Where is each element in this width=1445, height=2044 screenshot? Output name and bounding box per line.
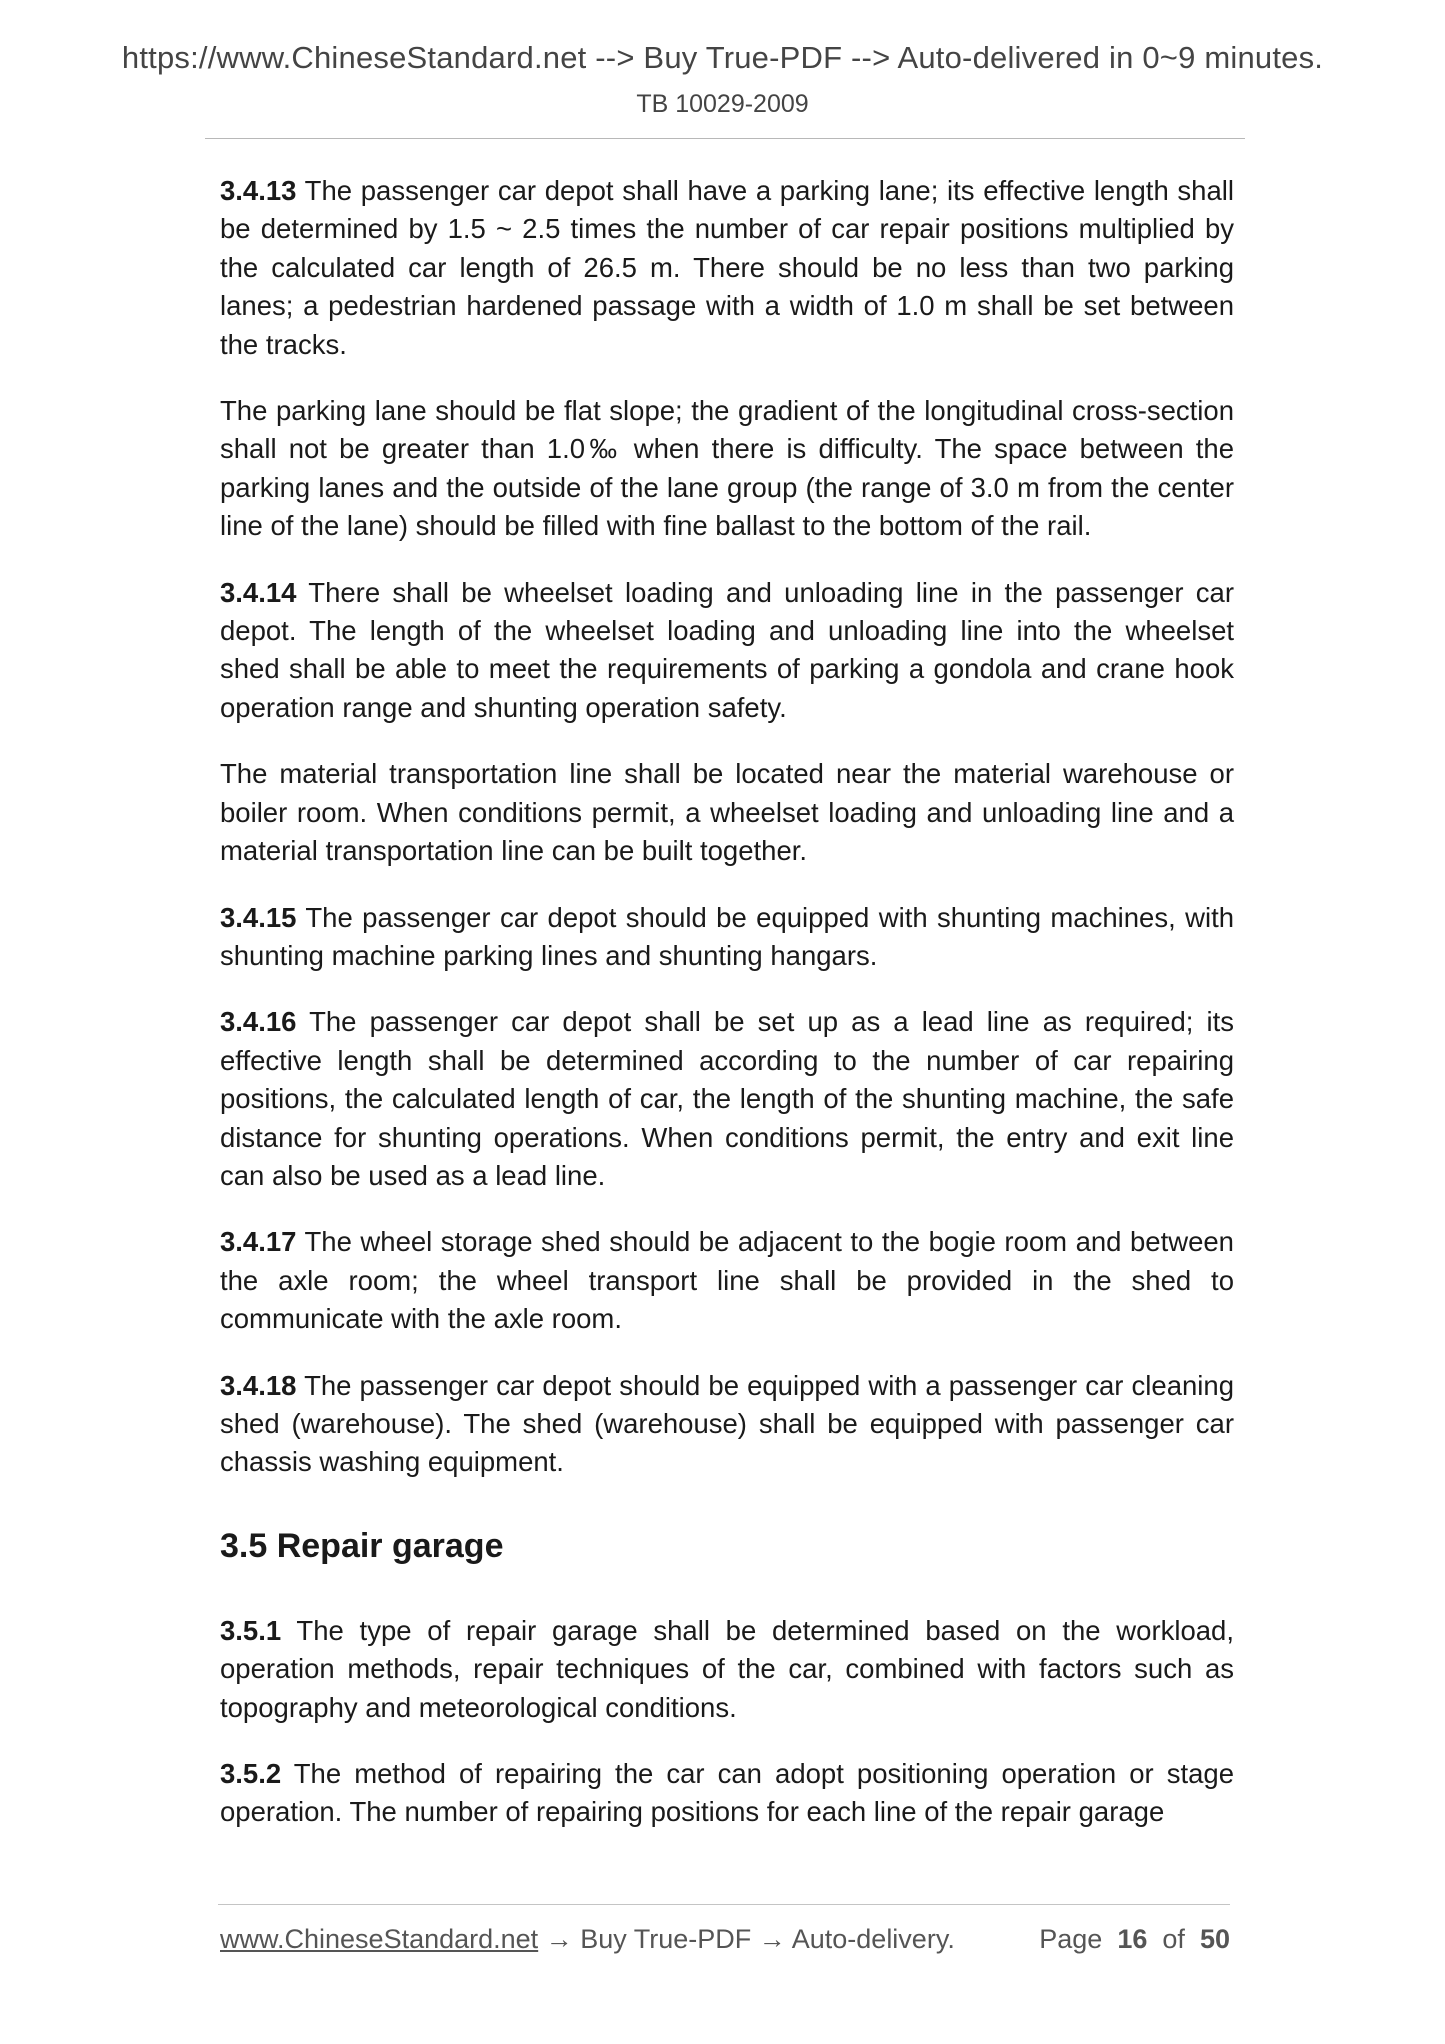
- page-indicator: [1039, 1924, 1230, 1955]
- clause-text: The method of repairing the car can adopt positioning operation or stage operation. The number of repairing positions for each line of the repair garage: [220, 1758, 1234, 1828]
- footer-site-link[interactable]: www.ChineseStandard.net: [220, 1924, 539, 1954]
- current-page: 16: [1117, 1924, 1148, 1954]
- section-heading: 3.5 Repair garage: [220, 1526, 504, 1565]
- header-divider: [205, 138, 1245, 139]
- footer-divider: [218, 1904, 1230, 1905]
- of-label: of: [1162, 1924, 1185, 1954]
- clause-3-5-2: [220, 1755, 1234, 1832]
- footer-suffix: → Buy True-PDF → Auto-delivery.: [538, 1924, 955, 1954]
- clause-number: 3.4.16: [220, 1006, 297, 1038]
- clause-text: There shall be wheelset loading and unloading line in the passenger car depot. The length of the wheelset loading and unloading line into the wheelset shed shall be able to meet the requirements of parking a gondola and crane hook operation range and shunting operation safety.: [220, 576, 1234, 723]
- top-banner[interactable]: https://www.ChineseStandard.net --> Buy True-PDF --> Auto-delivered in 0~9 minutes.: [121, 40, 1324, 75]
- clause-number: 3.5.1: [220, 1614, 282, 1646]
- clause-text: The passenger car depot shall be set up as a lead line as required; its effective length shall be determined according to the number of car repairing positions, the calculated length of car, the length of the shunting machine, the safe distance for shunting operations. When conditions permit, the entry and exit line can also be used as a lead line.: [220, 1006, 1234, 1191]
- clause-3-4-16: [220, 1003, 1234, 1195]
- document-body: [220, 172, 1234, 1860]
- clause-text: The passenger car depot shall have a parking lane; its effective length shall be determined by 1.5 ~ 2.5 times the number of car repair positions multiplied by the calculated car length of 26.5 m. There should be no less than two parking lanes; a pedestrian hardened passage with a width of 1.0 m shall be set between the tracks.: [220, 175, 1234, 360]
- clause-3-4-13: [220, 172, 1234, 364]
- clause-number: 3.4.18: [220, 1369, 297, 1401]
- clause-number: 3.4.13: [220, 175, 297, 206]
- clause-3-4-18: [220, 1367, 1234, 1482]
- clause-number: 3.4.17: [220, 1226, 297, 1258]
- total-pages: 50: [1199, 1924, 1230, 1954]
- clause-3-5-1: [220, 1612, 1234, 1727]
- clause-number: 3.4.15: [220, 901, 297, 933]
- clause-3-4-14-continued: [220, 755, 1234, 870]
- clause-text: The type of repair garage shall be determined based on the workload, operation methods, repair techniques of the car, combined with factors such as topography and meteorological conditions.: [220, 1614, 1234, 1723]
- clause-text: The parking lane should be flat slope; the gradient of the longitudinal cross-section shall not be greater than 1.0‰ when there is difficulty. The space between the parking lanes and the outside of the lane group (the range of 3.0 m from the center line of the lane) should be filled with fine ballast to the bottom of the rail.: [220, 395, 1234, 542]
- clause-3-4-13-continued: [220, 392, 1234, 546]
- clause-number: 3.5.2: [220, 1758, 282, 1789]
- clause-number: 3.4.14: [220, 576, 297, 608]
- clause-3-4-15: [220, 899, 1234, 976]
- clause-text: The passenger car depot should be equipped with a passenger car cleaning shed (warehouse). The shed (warehouse) shall be equipped with passenger car chassis washing equipment.: [220, 1369, 1234, 1478]
- clause-text: The wheel storage shed should be adjacent to the bogie room and between the axle room; the wheel transport line shall be provided in the shed to communicate with the axle room.: [220, 1226, 1234, 1335]
- standard-code: TB 10029-2009: [636, 90, 809, 118]
- clause-text: The material transportation line shall be located near the material warehouse or boiler room. When conditions permit, a wheelset loading and unloading line and a material transportation line can be built together.: [220, 758, 1234, 867]
- clause-3-4-14: [220, 574, 1234, 728]
- page-label: Page: [1039, 1924, 1103, 1954]
- clause-text: The passenger car depot should be equipped with shunting machines, with shunting machine parking lines and shunting hangars.: [220, 901, 1234, 971]
- footer-links: [220, 1924, 955, 1955]
- clause-3-4-17: [220, 1223, 1234, 1338]
